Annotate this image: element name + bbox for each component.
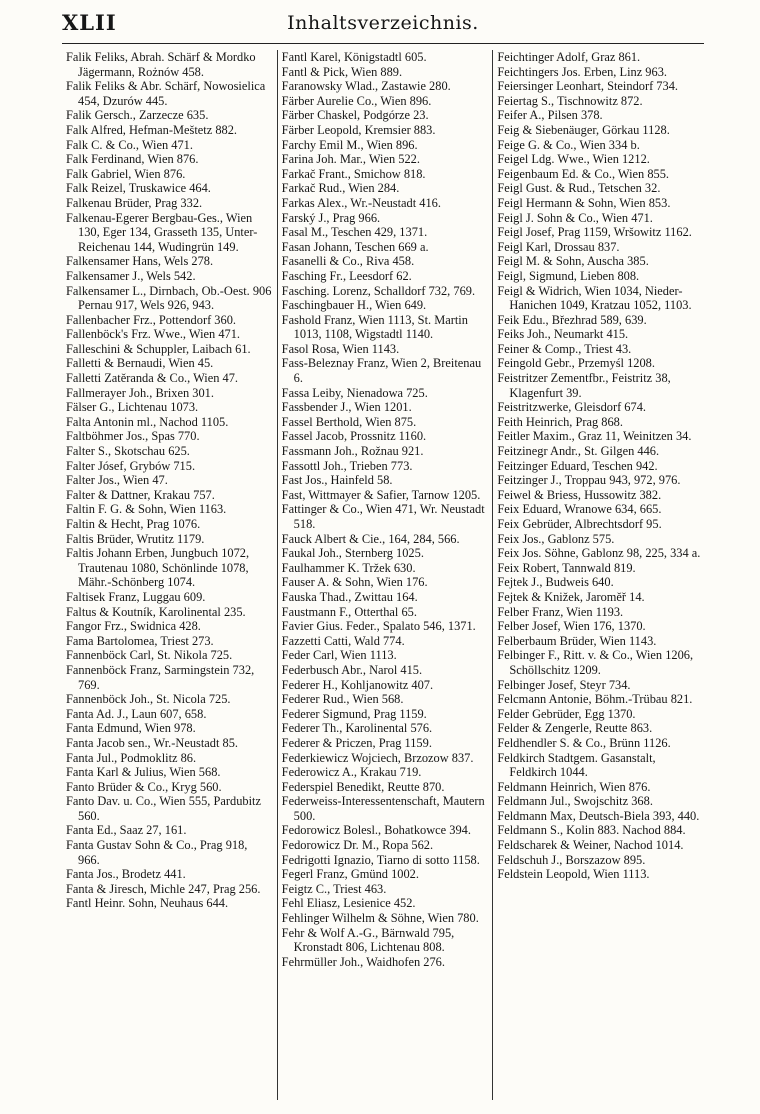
- index-entry: Farkač Rud., Wien 284.: [281, 181, 400, 196]
- index-entry: Fehlinger Wilhelm & Söhne, Wien 780.: [281, 911, 479, 926]
- index-entry: Feiwel & Briess, Hussowitz 382.: [497, 487, 662, 502]
- index-entry: Feder Carl, Wien 1113.: [281, 648, 397, 663]
- index-entry: Felder Gebrüder, Egg 1370.: [497, 706, 636, 721]
- index-entry: Falleschini & Schuppler, Laibach 61.: [66, 341, 251, 356]
- index-entry: Falter S., Skotschau 625.: [66, 444, 190, 459]
- index-entry: Fallenbacher Frz., Pottendorf 360.: [66, 312, 236, 327]
- index-entry: Fanta Jul., Podmoklitz 86.: [66, 750, 197, 765]
- index-entry: Falkenau-Egerer Bergbau-Ges., Wien 130, Eger 134, Grasseth 135, Unter-Reichenau 144, Wudingrün 149.: [66, 210, 258, 254]
- index-entry: Feigl Karl, Drossau 837.: [497, 239, 620, 254]
- index-entry: Feitzinger J., Troppau 943, 972, 976.: [497, 473, 681, 488]
- index-entry: Falk Gabriel, Wien 876.: [66, 166, 186, 181]
- index-columns: [62, 50, 708, 1100]
- index-entry: Felberbaum Brüder, Wien 1143.: [497, 633, 657, 648]
- index-entry: Feigl Gust. & Rud., Tetschen 32.: [497, 181, 661, 196]
- index-entry: Fattinger & Co., Wien 471, Wr. Neustadt 518.: [281, 502, 485, 531]
- index-entry: Feiner & Comp., Triest 43.: [497, 341, 632, 356]
- index-entry: Fast Jos., Hainfeld 58.: [281, 473, 393, 488]
- index-column-2: [277, 50, 493, 1100]
- index-entry: Fehl Eliasz, Lesienice 452.: [281, 896, 416, 911]
- index-entry: Fast, Wittmayer & Safier, Tarnow 1205.: [281, 487, 481, 502]
- index-entry: Fanta Gustav Sohn & Co., Prag 918, 966.: [66, 838, 248, 867]
- index-entry: Fasching. Lorenz, Schalldorf 732, 769.: [281, 283, 476, 298]
- index-entry: Feichtingers Jos. Erben, Linz 963.: [497, 64, 667, 79]
- index-entry: Fanta Jacob sen., Wr.-Neustadt 85.: [66, 735, 239, 750]
- index-entry: Fanta Edmund, Wien 978.: [66, 721, 196, 736]
- index-entry: Fasching Fr., Leesdorf 62.: [281, 268, 412, 283]
- index-entry: Faltis Brüder, Wrutitz 1179.: [66, 531, 205, 546]
- index-entry: Fanto Dav. u. Co., Wien 555, Pardubitz 560.: [66, 794, 261, 823]
- index-entry: Feigl Hermann & Sohn, Wien 853.: [497, 195, 671, 210]
- index-entry: Federer Sigmund, Prag 1159.: [281, 706, 427, 721]
- index-entry: Faltin & Hecht, Prag 1076.: [66, 517, 201, 531]
- index-entry: Faulhammer K. Tržek 630.: [281, 560, 416, 575]
- index-entry: Fassottl Joh., Trieben 773.: [281, 458, 413, 473]
- index-entry: Falkensamer J., Wels 542.: [66, 268, 196, 283]
- index-entry: Fedorowicz Dr. M., Ropa 562.: [281, 838, 434, 853]
- index-entry: Färber Aurelie Co., Wien 896.: [281, 93, 432, 108]
- index-entry: Federer & Priczen, Prag 1159.: [281, 735, 432, 750]
- index-entry: Federer Rud., Wien 568.: [281, 692, 404, 707]
- index-entry: Fedorowicz Bolesl., Bohatkowce 394.: [281, 823, 471, 838]
- index-entry: Feigl M. & Sohn, Auscha 385.: [497, 254, 649, 269]
- index-column-3: [492, 50, 708, 1100]
- index-entry: Fehrmüller Joh., Waidhofen 276.: [281, 954, 445, 969]
- index-entry: Farchy Emil M., Wien 896.: [281, 137, 418, 152]
- index-entry: Falkensamer Hans, Wels 278.: [66, 254, 214, 269]
- index-entry: Falk C. & Co., Wien 471.: [66, 137, 193, 152]
- index-entry: Feige G. & Co., Wien 334 b.: [497, 137, 640, 152]
- index-entry: Felder & Zengerle, Reutte 863.: [497, 721, 653, 736]
- index-entry: Federweiss-Interessentenschaft, Mautern 500.: [281, 794, 485, 823]
- index-entry: Falk Reizel, Truskawice 464.: [66, 181, 211, 196]
- index-entry: Färber Chaskel, Podgórze 23.: [281, 108, 429, 123]
- index-entry: Feldmann S., Kolin 883. Nachod 884.: [497, 823, 686, 838]
- index-entry: Feigl, Sigmund, Lieben 808.: [497, 268, 640, 283]
- index-entry: Federer H., Kohljanowitz 407.: [281, 677, 434, 692]
- index-entry: Feigl & Widrich, Wien 1034, Nieder-Hanichen 1049, Kratzau 1052, 1103.: [497, 283, 692, 313]
- index-entry: Falletti & Bernaudi, Wien 45.: [66, 356, 214, 371]
- index-entry: Fejtek J., Budweis 640.: [497, 575, 614, 590]
- index-entry: Feigenbaum Ed. & Co., Wien 855.: [497, 166, 670, 181]
- index-entry: Feix Eduard, Wranowe 634, 665.: [497, 502, 662, 517]
- index-entry: Feik Edu., Březhrad 589, 639.: [497, 312, 647, 327]
- index-entry: Fälser G., Lichtenau 1073.: [66, 400, 199, 415]
- index-entry: Fanta & Jiresch, Michle 247, Prag 256.: [66, 881, 261, 896]
- index-entry: Fassbender J., Wien 1201.: [281, 400, 412, 415]
- index-entry: Farkas Alex., Wr.-Neustadt 416.: [281, 195, 441, 210]
- index-entry: Feith Heinrich, Prag 868.: [497, 414, 623, 429]
- index-entry: Fassmann Joh., Rožnau 921.: [281, 444, 424, 459]
- index-entry: Feldstein Leopold, Wien 1113.: [497, 867, 650, 882]
- index-entry: Fasol Rosa, Wien 1143.: [281, 341, 400, 356]
- index-entry: Fedrigotti Ignazio, Tiarno di sotto 1158.: [281, 852, 480, 867]
- index-entry: Fanta Ed., Saaz 27, 161.: [66, 823, 187, 838]
- index-entry: Fegerl Franz, Gmünd 1002.: [281, 867, 419, 882]
- index-entry: Feitzinger Eduard, Teschen 942.: [497, 458, 658, 473]
- index-entry: Feigel Ldg. Wwe., Wien 1212.: [497, 152, 650, 167]
- index-entry: Feichtinger Adolf, Graz 861.: [497, 50, 641, 64]
- index-entry: Fannenböck Joh., St. Nicola 725.: [66, 692, 231, 707]
- index-entry: Fantl Heinr. Sohn, Neuhaus 644.: [66, 896, 229, 911]
- index-entry: Faltin F. G. & Sohn, Wien 1163.: [66, 502, 227, 517]
- header-rule: [62, 43, 704, 44]
- index-entry: Fashold Franz, Wien 1113, St. Martin 1013, 1108, Wigstadtl 1140.: [281, 312, 468, 342]
- index-entry: Feix Robert, Tannwald 819.: [497, 560, 636, 575]
- index-entry: Faranowsky Wlad., Zastawie 280.: [281, 79, 451, 94]
- index-entry: Felber Franz, Wien 1193.: [497, 604, 624, 619]
- index-entry: Feix Gebrüder, Albrechtsdorf 95.: [497, 517, 662, 531]
- index-entry: Federer Th., Karolinental 576.: [281, 721, 433, 736]
- index-entry: Feldkirch Stadtgem. Gasanstalt, Feldkirch 1044.: [497, 750, 656, 780]
- index-entry: Feiertag S., Tischnowitz 872.: [497, 93, 643, 108]
- index-entry: Feistritzwerke, Gleisdorf 674.: [497, 400, 646, 415]
- index-entry: Faukal Joh., Sternberg 1025.: [281, 546, 424, 561]
- index-entry: Felbinger Josef, Steyr 734.: [497, 677, 631, 692]
- index-entry: Feldschuh J., Borszazow 895.: [497, 852, 646, 867]
- index-entry: Fama Bartolomea, Triest 273.: [66, 633, 214, 648]
- index-entry: Fallenböck's Frz. Wwe., Wien 471.: [66, 327, 241, 342]
- index-entry: Farkač Frant., Smichow 818.: [281, 166, 426, 181]
- index-entry: Fassel Berthold, Wien 875.: [281, 414, 417, 429]
- index-entry: Fauser A. & Sohn, Wien 176.: [281, 575, 428, 590]
- index-entry: Falta Antonin ml., Nachod 1105.: [66, 414, 229, 429]
- index-entry: Farský J., Prag 966.: [281, 210, 381, 225]
- page-title: Inhaltsverzeichnis.: [287, 12, 479, 34]
- index-entry: Feingold Gebr., Przemyśl 1208.: [497, 356, 655, 371]
- index-entry: Falk Ferdinand, Wien 876.: [66, 152, 199, 167]
- index-entry: Fasan Johann, Teschen 669 a.: [281, 239, 429, 254]
- index-entry: Feiks Joh., Neumarkt 415.: [497, 327, 629, 342]
- index-entry: Fehr & Wolf A.-G., Bärnwald 795, Kronstadt 806, Lichtenau 808.: [281, 925, 455, 955]
- index-entry: Falik Feliks & Abr. Schärf, Nowosielica 454, Dzurów 445.: [66, 79, 266, 108]
- index-entry: Federowicz A., Krakau 719.: [281, 765, 422, 780]
- index-entry: Federbusch Abr., Narol 415.: [281, 662, 423, 677]
- index-entry: Fangor Frz., Swidnica 428.: [66, 619, 201, 634]
- index-entry: Feigl Josef, Prag 1159, Wršowitz 1162.: [497, 225, 692, 240]
- index-entry: Feldmann Heinrich, Wien 876.: [497, 779, 651, 794]
- index-entry: Faltus & Koutník, Karolinental 235.: [66, 604, 246, 619]
- index-entry: Fanto Brüder & Co., Kryg 560.: [66, 779, 222, 794]
- index-entry: Fauck Albert & Cie., 164, 284, 566.: [281, 531, 460, 546]
- index-column-1: [62, 50, 277, 1100]
- index-entry: Falter Jos., Wien 47.: [66, 473, 168, 488]
- index-entry: Fassa Leiby, Nienadowa 725.: [281, 385, 428, 400]
- index-entry: Fallmerayer Joh., Brixen 301.: [66, 385, 214, 400]
- index-entry: Felber Josef, Wien 176, 1370.: [497, 619, 646, 634]
- index-entry: Favier Gius. Feder., Spalato 546, 1371.: [281, 619, 476, 634]
- page-number: XLII: [62, 10, 117, 35]
- index-entry: Felcmann Antonie, Böhm.-Trübau 821.: [497, 692, 693, 707]
- index-entry: Federkiewicz Wojciech, Brzozow 837.: [281, 750, 474, 765]
- index-entry: Feigtz C., Triest 463.: [281, 881, 387, 896]
- index-entry: Feldmann Max, Deutsch-Biela 393, 440.: [497, 808, 700, 823]
- index-entry: Fasal M., Teschen 429, 1371.: [281, 225, 428, 240]
- index-entry: Faltisek Franz, Luggau 609.: [66, 589, 206, 604]
- index-entry: Fassel Jacob, Prossnitz 1160.: [281, 429, 427, 444]
- index-entry: Falik Feliks, Abrah. Schärf & Mordko Jägermann, Rożnów 458.: [66, 50, 256, 79]
- index-entry: Feistritzer Zementfbr., Feistritz 38, Klagenfurt 39.: [497, 371, 671, 400]
- index-entry: Fanta Karl & Julius, Wien 568.: [66, 765, 221, 780]
- index-entry: Fazzetti Catti, Wald 774.: [281, 633, 405, 648]
- index-entry: Feix Jos., Gablonz 575.: [497, 531, 615, 546]
- index-entry: Falk Alfred, Hefman-Meštetz 882.: [66, 122, 238, 137]
- index-entry: Feitler Maxim., Graz 11, Weinitzen 34.: [497, 429, 692, 444]
- index-entry: Fantl & Pick, Wien 889.: [281, 64, 403, 79]
- index-entry: Feiersinger Leonhart, Steindorf 734.: [497, 79, 678, 94]
- index-entry: Faschingbauer H., Wien 649.: [281, 298, 427, 313]
- index-entry: Farina Joh. Mar., Wien 522.: [281, 152, 420, 167]
- index-entry: Faustmann F., Otterthal 65.: [281, 604, 417, 619]
- page-header: [62, 10, 704, 44]
- index-entry: Fanta Jos., Brodetz 441.: [66, 867, 186, 882]
- index-entry: Faltböhmer Jos., Spas 770.: [66, 429, 200, 444]
- index-entry: Felbinger F., Ritt. v. & Co., Wien 1206, Schöllschitz 1209.: [497, 648, 694, 677]
- index-entry: Federspiel Benedikt, Reutte 870.: [281, 779, 445, 794]
- index-entry: Färber Leopold, Kremsier 883.: [281, 122, 436, 137]
- index-entry: Fasanelli & Co., Riva 458.: [281, 254, 415, 269]
- index-entry: Falter Jósef, Grybów 715.: [66, 458, 196, 473]
- index-entry: Fass-Beleznay Franz, Wien 2, Breitenau 6.: [281, 356, 482, 386]
- index-entry: Faltis Johann Erben, Jungbuch 1072, Trautenau 1080, Schönlinde 1078, Mähr.-Schönberg 1074.: [66, 546, 250, 590]
- index-entry: Fauska Thad., Zwittau 164.: [281, 589, 418, 604]
- index-entry: Falletti Zatěranda & Co., Wien 47.: [66, 371, 239, 386]
- index-entry: Feldscharek & Weiner, Nachod 1014.: [497, 838, 684, 853]
- index-entry: Fantl Karel, Königstadtl 605.: [281, 50, 427, 64]
- index-entry: Feifer A., Pilsen 378.: [497, 108, 603, 123]
- index-entry: Fannenböck Carl, St. Nikola 725.: [66, 648, 233, 663]
- index-entry: Feldhendler S. & Co., Brünn 1126.: [497, 735, 671, 750]
- index-entry: Falkensamer L., Dirnbach, Ob.-Oest. 906 Pernau 917, Wels 926, 943.: [66, 283, 272, 313]
- index-entry: Falter & Dattner, Krakau 757.: [66, 487, 215, 502]
- index-entry: Feig & Siebenäuger, Görkau 1128.: [497, 122, 670, 137]
- index-entry: Falik Gersch., Zarzecze 635.: [66, 108, 209, 123]
- index-entry: Fanta Ad. J., Laun 607, 658.: [66, 706, 207, 721]
- index-entry: Feldmann Jul., Swojschitz 368.: [497, 794, 653, 809]
- index-entry: Feigl J. Sohn & Co., Wien 471.: [497, 210, 653, 225]
- index-entry: Falkenau Brüder, Prag 332.: [66, 195, 203, 210]
- index-entry: Feix Jos. Söhne, Gablonz 98, 225, 334 a.: [497, 546, 701, 561]
- index-entry: Fejtek & Knižek, Jaroměř 14.: [497, 589, 645, 604]
- index-entry: Feitzinegr Andr., St. Gilgen 446.: [497, 444, 660, 459]
- index-entry: Fannenböck Franz, Sarmingstein 732, 769.: [66, 662, 255, 692]
